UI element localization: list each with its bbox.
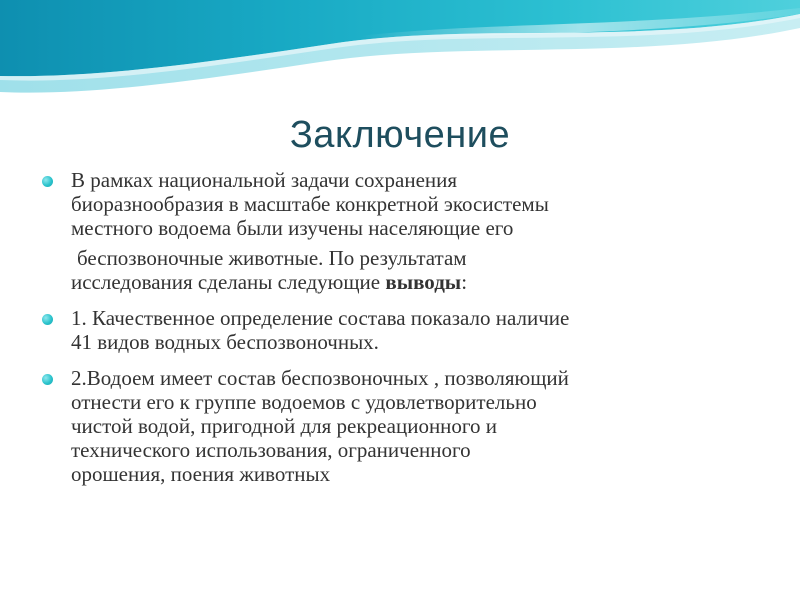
paragraph-line: технического использования, ограниченного bbox=[71, 438, 471, 462]
paragraph-line: 41 видов водных беспозвоночных. bbox=[71, 330, 379, 354]
bullet-paragraph-intro bbox=[40, 168, 775, 294]
slide-content bbox=[40, 168, 775, 486]
paragraph-line: отнести его к группе водоемов с удовлетворительно bbox=[71, 390, 537, 414]
paragraph-line: местного водоема были изучены населяющие его bbox=[71, 216, 514, 240]
slide-title: Заключение bbox=[289, 114, 511, 156]
paragraph-line: 1. Качественное определение состава показало наличие bbox=[71, 306, 570, 330]
paragraph-line: 2.Водоем имеет состав беспозвоночных , позволяющий bbox=[71, 366, 569, 390]
paragraph-line: орошения, поения животных bbox=[71, 462, 331, 486]
paragraph-line: чистой водой, пригодной для рекреационного и bbox=[71, 414, 497, 438]
teal-circle-bullet-icon bbox=[42, 314, 53, 325]
bullet-paragraph-conclusion-1 bbox=[40, 306, 775, 354]
wave-header-decoration bbox=[0, 0, 800, 110]
emphasis-word: выводы bbox=[385, 270, 462, 294]
paragraph-line: В рамках национальной задачи сохранения bbox=[71, 168, 458, 192]
paragraph-line-with-emphasis bbox=[71, 270, 775, 294]
paragraph-line: беспозвоночные животные. По результатам bbox=[77, 246, 467, 270]
bullet-paragraph-conclusion-2 bbox=[40, 366, 775, 486]
paragraph-line-text: исследования сделаны следующие bbox=[71, 270, 386, 294]
teal-circle-bullet-icon bbox=[42, 374, 53, 385]
paragraph-line: биоразнообразия в масштабе конкретной экосистемы bbox=[71, 192, 549, 216]
teal-circle-bullet-icon bbox=[42, 176, 53, 187]
trailing-colon: : bbox=[461, 270, 468, 294]
